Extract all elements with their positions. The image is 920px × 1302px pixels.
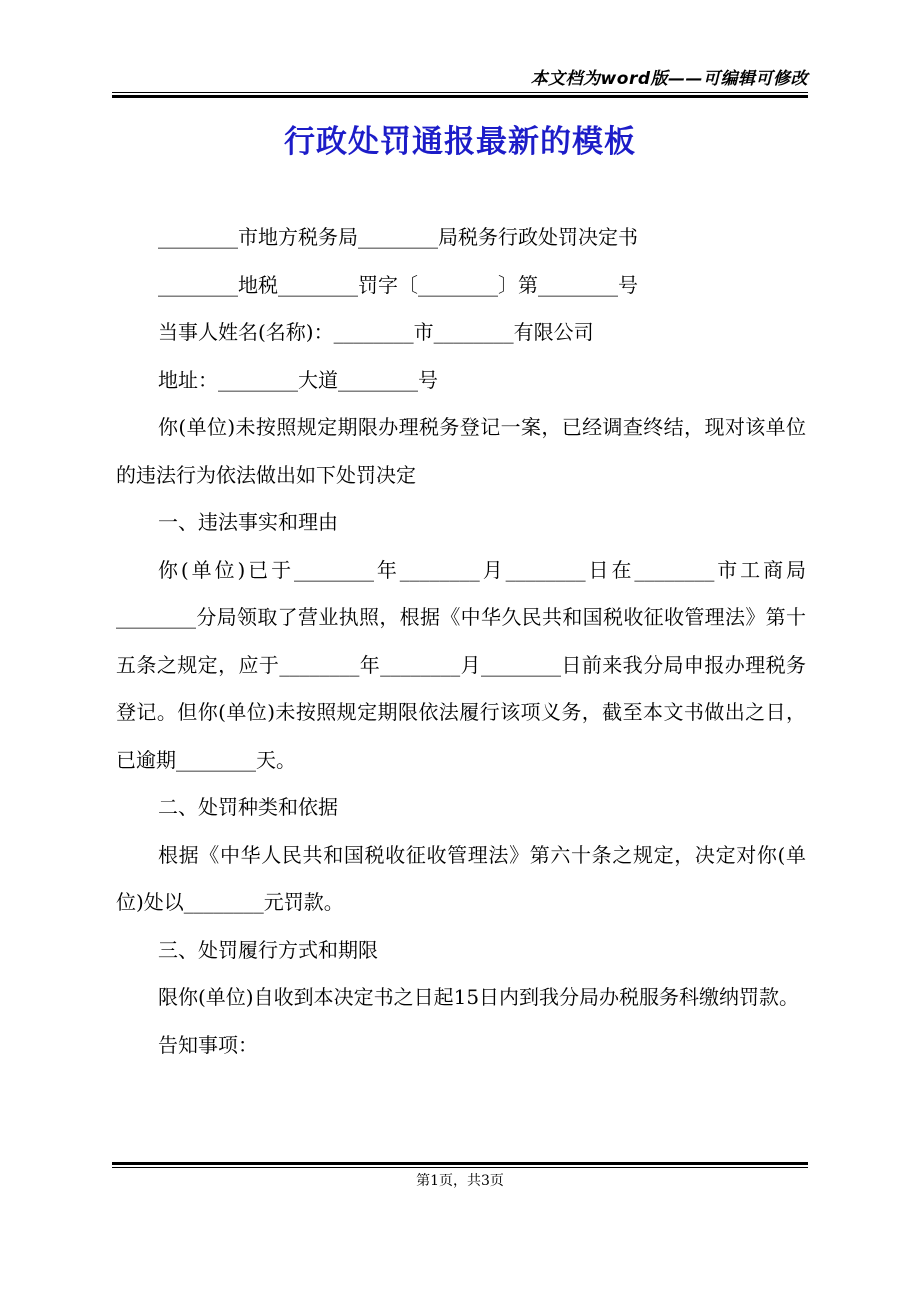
footer-rule-thick bbox=[112, 1162, 808, 1165]
header-rule-thick bbox=[112, 95, 808, 98]
page-number: 第1页，共3页 bbox=[416, 1173, 504, 1189]
notice-heading: 告知事项： bbox=[158, 1032, 258, 1057]
header-rule-thin bbox=[112, 92, 808, 93]
document-number-line: ________地税________罚字〔________〕第________号 bbox=[158, 272, 638, 297]
penalty-paragraph: 根据《中华人民共和国税收征收管理法》第六十条之规定，决定对你(单位)处以________元罚款。 bbox=[116, 842, 806, 914]
section-heading-facts: 一、违法事实和理由 bbox=[158, 510, 338, 534]
document-body bbox=[116, 214, 806, 1069]
document-title: 行政处罚通报最新的模板 bbox=[284, 124, 636, 160]
footer-rule-thin bbox=[112, 1167, 808, 1168]
decision-heading-line: ________市地方税务局________局税务行政处罚决定书 bbox=[158, 225, 638, 249]
section-heading-deadline: 三、处罚履行方式和期限 bbox=[158, 937, 378, 962]
facts-paragraph: 你(单位)已于________年________月________日在________市工商局________分局领取了营业执照，根据《中华久民共和国税收征收管理法》第十五条之规定，应于________年________月________日前来我分局申报办理税务登记。但你(单位)未按照规定期限依法履行该项义务，截至本文书做出之日，已逾期________天。 bbox=[116, 557, 806, 772]
deadline-paragraph: 限你(单位)自收到本决定书之日起15日内到我分局办税服务科缴纳罚款。 bbox=[158, 985, 800, 1009]
section-heading-penalty: 二、处罚种类和依据 bbox=[158, 795, 338, 819]
address-line: 地址：________大道________号 bbox=[158, 367, 438, 392]
party-name-line: 当事人姓名(名称)：________市________有限公司 bbox=[158, 320, 594, 344]
intro-paragraph: 你(单位)未按照规定期限办理税务登记一案，已经调查终结，现对该单位的违法行为依法做出如下处罚决定 bbox=[116, 415, 806, 487]
header-note: 本文档为word版——可编辑可修改 bbox=[530, 69, 808, 89]
